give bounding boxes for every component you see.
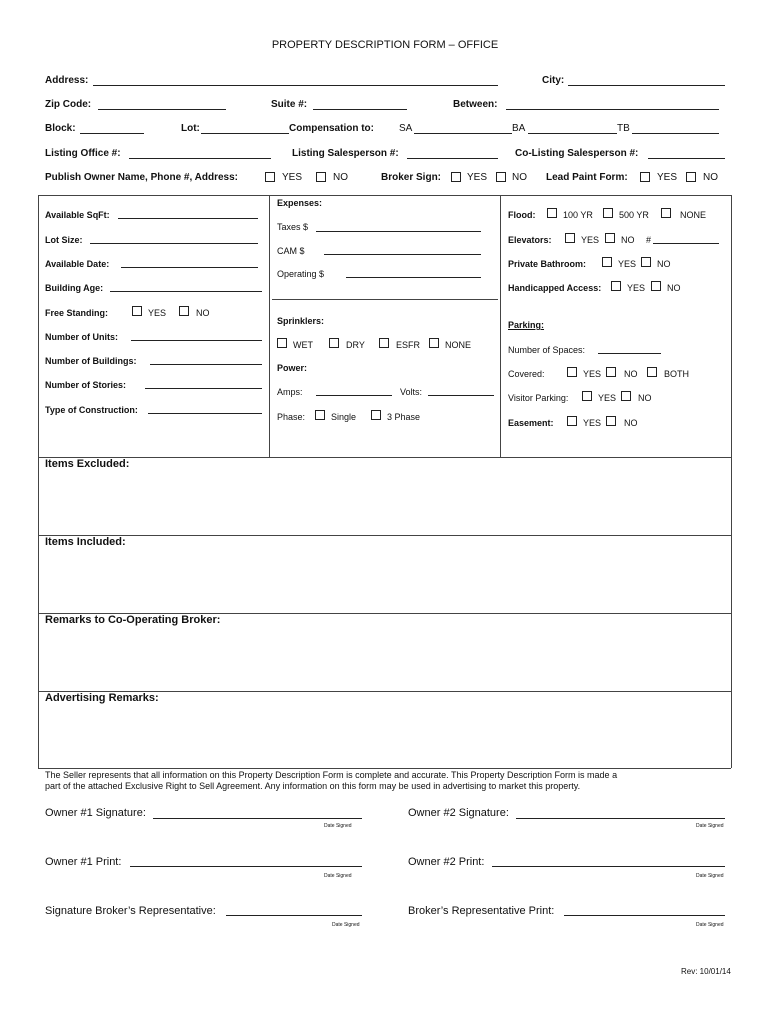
disclaimer-line-1: The Seller represents that all information on this Property Description Form is complete and accurate. This Property Description Form is made a xyxy=(45,770,618,780)
available-sqft-field[interactable] xyxy=(118,218,258,219)
items-included-field[interactable] xyxy=(40,550,730,612)
easement-yes-checkbox[interactable] xyxy=(567,416,577,426)
expenses-divider xyxy=(272,299,498,300)
elevators-yes-label: YES xyxy=(581,235,600,245)
broker-signature-label: Signature Broker’s Representative: xyxy=(45,905,216,917)
covered-label: Covered: xyxy=(508,369,545,379)
covered-both-label: BOTH xyxy=(664,369,690,379)
lead-paint-no-checkbox[interactable] xyxy=(686,172,696,182)
owner2-print-field[interactable] xyxy=(492,866,725,867)
grid-top-border xyxy=(38,195,731,196)
flood-100yr-checkbox[interactable] xyxy=(547,208,557,218)
publish-yes-checkbox[interactable] xyxy=(265,172,275,182)
co-listing-label: Co-Listing Salesperson #: xyxy=(515,148,639,159)
free-standing-yes-checkbox[interactable] xyxy=(132,306,142,316)
expenses-label: Expenses: xyxy=(277,198,323,208)
owner2-print-date-signed: Date Signed xyxy=(696,873,724,879)
sa-field[interactable] xyxy=(414,133,512,134)
publish-yes-label: YES xyxy=(282,172,303,183)
free-standing-yes-label: YES xyxy=(148,308,167,318)
revision-label: Rev: 10/01/14 xyxy=(681,967,731,976)
page-title: PROPERTY DESCRIPTION FORM – OFFICE xyxy=(271,39,499,51)
zip-field[interactable] xyxy=(98,109,226,110)
parking-heading: Parking: xyxy=(508,320,545,330)
building-age-label: Building Age: xyxy=(45,283,104,293)
suite-label: Suite #: xyxy=(271,99,308,110)
covered-no-label: NO xyxy=(624,369,638,379)
grid-bottom-border xyxy=(38,457,731,458)
address-field[interactable] xyxy=(93,85,498,86)
easement-label: Easement: xyxy=(508,418,554,428)
form-left-border xyxy=(38,195,39,768)
building-age-field[interactable] xyxy=(110,291,262,292)
owner1-print-date-signed: Date Signed xyxy=(324,873,352,879)
items-excluded-field[interactable] xyxy=(40,472,730,534)
city-label: City: xyxy=(542,75,565,86)
sprinkler-wet-label: WET xyxy=(293,340,313,350)
visitor-yes-label: YES xyxy=(598,393,617,403)
broker-sign-no-label: NO xyxy=(512,172,527,183)
construction-label: Type of Construction: xyxy=(45,405,138,415)
spaces-field[interactable] xyxy=(598,353,661,354)
sprinkler-none-checkbox[interactable] xyxy=(429,338,439,348)
phase-single-checkbox[interactable] xyxy=(315,410,325,420)
sprinkler-wet-checkbox[interactable] xyxy=(277,338,287,348)
sprinkler-esfr-checkbox[interactable] xyxy=(379,338,389,348)
sprinklers-label: Sprinklers: xyxy=(277,316,325,326)
easement-no-label: NO xyxy=(624,418,638,428)
handicapped-no-checkbox[interactable] xyxy=(651,281,661,291)
owner2-signature-label: Owner #2 Signature: xyxy=(408,807,509,819)
zip-label: Zip Code: xyxy=(45,99,92,110)
elevators-label: Elevators: xyxy=(508,235,552,245)
number-units-label: Number of Units: xyxy=(45,332,118,342)
lead-paint-yes-label: YES xyxy=(657,172,678,183)
city-field[interactable] xyxy=(568,85,725,86)
tb-label: TB xyxy=(617,123,630,134)
lot-size-field[interactable] xyxy=(90,243,258,244)
available-date-field[interactable] xyxy=(121,267,258,268)
covered-both-checkbox[interactable] xyxy=(647,367,657,377)
lot-size-label: Lot Size: xyxy=(45,235,83,245)
number-buildings-label: Number of Buildings: xyxy=(45,356,137,366)
visitor-label: Visitor Parking: xyxy=(508,393,569,403)
easement-no-checkbox[interactable] xyxy=(606,416,616,426)
grid-divider-right xyxy=(500,195,501,457)
private-bath-no-label: NO xyxy=(657,259,671,269)
elevators-count-label: # xyxy=(646,235,652,245)
covered-yes-label: YES xyxy=(583,369,602,379)
taxes-label: Taxes $ xyxy=(277,222,309,232)
private-bath-yes-checkbox[interactable] xyxy=(602,257,612,267)
sa-label: SA xyxy=(399,123,413,134)
items-included-label: Items Included: xyxy=(45,536,126,548)
phase-label: Phase: xyxy=(277,412,306,422)
visitor-no-checkbox[interactable] xyxy=(621,391,631,401)
remarks-label: Remarks to Co-Operating Broker: xyxy=(45,614,221,626)
flood-none-label: NONE xyxy=(680,210,707,220)
spaces-label: Number of Spaces: xyxy=(508,345,586,355)
lead-paint-label: Lead Paint Form: xyxy=(546,172,628,183)
broker-sign-label: Broker Sign: xyxy=(381,172,442,183)
handicapped-yes-label: YES xyxy=(627,283,646,293)
private-bath-yes-label: YES xyxy=(618,259,637,269)
elevators-no-label: NO xyxy=(621,235,635,245)
disclaimer-line-2: part of the attached Exclusive Right to Sell Agreement. Any information on this form may be used in advertising to market this property. xyxy=(45,781,581,791)
visitor-no-label: NO xyxy=(638,393,652,403)
block-field[interactable] xyxy=(80,133,144,134)
advertising-label: Advertising Remarks: xyxy=(45,692,159,704)
co-listing-field[interactable] xyxy=(648,158,725,159)
construction-field[interactable] xyxy=(148,413,262,414)
flood-500yr-checkbox[interactable] xyxy=(603,208,613,218)
flood-100yr-label: 100 YR xyxy=(563,210,593,220)
form-right-border xyxy=(731,195,732,768)
grid-divider-left xyxy=(269,195,270,457)
owner1-date-signed: Date Signed xyxy=(324,823,352,829)
lot-label: Lot: xyxy=(181,123,200,134)
lot-field[interactable] xyxy=(201,133,289,134)
owner2-print-label: Owner #2 Print: xyxy=(408,856,485,868)
covered-yes-checkbox[interactable] xyxy=(567,367,577,377)
cam-field[interactable] xyxy=(324,254,481,255)
private-bath-no-checkbox[interactable] xyxy=(641,257,651,267)
broker-sig-date-signed: Date Signed xyxy=(332,922,360,928)
owner2-signature-field[interactable] xyxy=(516,818,725,819)
sprinkler-dry-checkbox[interactable] xyxy=(329,338,339,348)
taxes-field[interactable] xyxy=(316,231,481,232)
number-stories-label: Number of Stories: xyxy=(45,380,127,390)
owner1-print-field[interactable] xyxy=(130,866,362,867)
handicapped-yes-checkbox[interactable] xyxy=(611,281,621,291)
flood-500yr-label: 500 YR xyxy=(619,210,649,220)
sprinkler-none-label: NONE xyxy=(445,340,472,350)
free-standing-label: Free Standing: xyxy=(45,308,109,318)
phase-3-checkbox[interactable] xyxy=(371,410,381,420)
publish-no-label: NO xyxy=(333,172,348,183)
between-label: Between: xyxy=(453,99,498,110)
owner1-signature-field[interactable] xyxy=(153,818,362,819)
address-label: Address: xyxy=(45,75,89,86)
lead-paint-yes-checkbox[interactable] xyxy=(640,172,650,182)
flood-label: Flood: xyxy=(508,210,536,220)
cam-label: CAM $ xyxy=(277,246,305,256)
sprinkler-dry-label: DRY xyxy=(346,340,365,350)
items-excluded-divider xyxy=(38,535,731,536)
covered-no-checkbox[interactable] xyxy=(606,367,616,377)
broker-sign-no-checkbox[interactable] xyxy=(496,172,506,182)
power-label: Power: xyxy=(277,363,308,373)
handicapped-no-label: NO xyxy=(667,283,681,293)
owner2-date-signed: Date Signed xyxy=(696,823,724,829)
broker-print-field[interactable] xyxy=(564,915,725,916)
amps-field[interactable] xyxy=(316,395,392,396)
handicapped-label: Handicapped Access: xyxy=(508,283,602,293)
available-date-label: Available Date: xyxy=(45,259,110,269)
block-label: Block: xyxy=(45,123,76,134)
amps-label: Amps: xyxy=(277,387,303,397)
broker-signature-field[interactable] xyxy=(226,915,362,916)
operating-field[interactable] xyxy=(346,277,481,278)
private-bath-label: Private Bathroom: xyxy=(508,259,587,269)
items-excluded-label: Items Excluded: xyxy=(45,458,130,470)
listing-salesperson-label: Listing Salesperson #: xyxy=(292,148,399,159)
available-sqft-label: Available SqFt: xyxy=(45,210,110,220)
suite-field[interactable] xyxy=(313,109,407,110)
visitor-yes-checkbox[interactable] xyxy=(582,391,592,401)
phase-3-label: 3 Phase xyxy=(387,412,421,422)
elevators-no-checkbox[interactable] xyxy=(605,233,615,243)
ba-label: BA xyxy=(512,123,526,134)
easement-yes-label: YES xyxy=(583,418,602,428)
compensation-label: Compensation to: xyxy=(289,123,374,134)
volts-label: Volts: xyxy=(400,387,423,397)
remarks-field[interactable] xyxy=(40,628,730,690)
broker-sign-yes-label: YES xyxy=(467,172,488,183)
volts-field[interactable] xyxy=(428,395,494,396)
broker-print-label: Broker’s Representative Print: xyxy=(408,905,555,917)
number-buildings-field[interactable] xyxy=(150,364,262,365)
listing-office-field[interactable] xyxy=(129,158,271,159)
elevators-yes-checkbox[interactable] xyxy=(565,233,575,243)
between-field[interactable] xyxy=(506,109,719,110)
number-stories-field[interactable] xyxy=(145,388,262,389)
ba-field[interactable] xyxy=(528,133,617,134)
broker-sign-yes-checkbox[interactable] xyxy=(451,172,461,182)
lead-paint-no-label: NO xyxy=(703,172,718,183)
free-standing-no-label: NO xyxy=(196,308,210,318)
tb-field[interactable] xyxy=(632,133,719,134)
listing-salesperson-field[interactable] xyxy=(407,158,498,159)
broker-print-date-signed: Date Signed xyxy=(696,922,724,928)
number-units-field[interactable] xyxy=(131,340,262,341)
free-standing-no-checkbox[interactable] xyxy=(179,306,189,316)
operating-label: Operating $ xyxy=(277,269,325,279)
listing-office-label: Listing Office #: xyxy=(45,148,121,159)
advertising-field[interactable] xyxy=(40,706,730,766)
flood-none-checkbox[interactable] xyxy=(661,208,671,218)
phase-single-label: Single xyxy=(331,412,357,422)
sprinkler-esfr-label: ESFR xyxy=(396,340,421,350)
publish-owner-label: Publish Owner Name, Phone #, Address: xyxy=(45,172,239,183)
publish-no-checkbox[interactable] xyxy=(316,172,326,182)
elevators-count-field[interactable] xyxy=(653,243,719,244)
owner1-print-label: Owner #1 Print: xyxy=(45,856,122,868)
advertising-divider xyxy=(38,768,731,769)
owner1-signature-label: Owner #1 Signature: xyxy=(45,807,146,819)
